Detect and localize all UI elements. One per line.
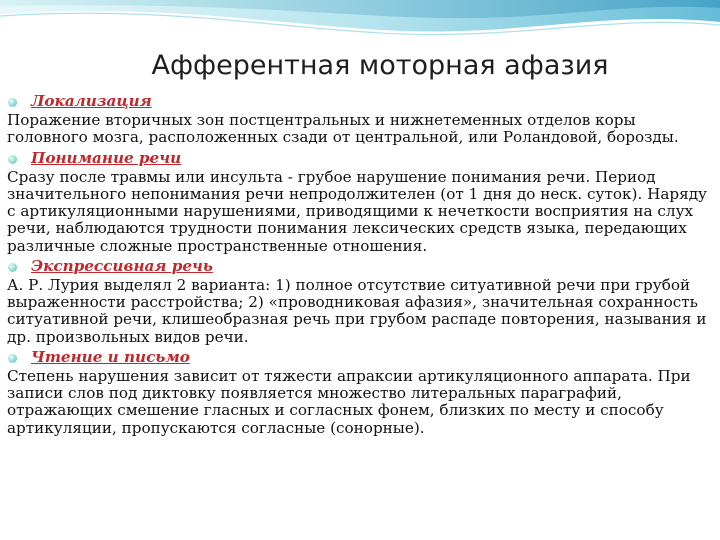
section-heading-comprehension bbox=[7, 150, 715, 167]
section-heading-label: Локализация bbox=[31, 92, 152, 110]
section-text-reading-writing: Степень нарушения зависит от тяжести апраксии артикуляционного аппарата. При записи слов под диктовку появляется множество литеральных параграфий, отражающих смешение гласных и согласных фонем, близких по месту и способу артикуляции, пропускаются согласные (сонорные). bbox=[7, 367, 691, 437]
section-text-expressive-speech: А. Р. Лурия выделял 2 варианта: 1) полное отсутствие ситуативной речи при грубой выраженности расстройства; 2) «проводниковая афазия», значительная сохранность ситуативной речи, клишеобразная речь при грубом распаде повторения, называния и др. произвольных видов речи. bbox=[7, 276, 707, 346]
section-heading-label: Чтение и письмо bbox=[31, 347, 190, 366]
slide-title: Афферентная моторная афазия bbox=[151, 50, 609, 81]
section-heading-localization bbox=[7, 93, 715, 110]
section-text-comprehension: Сразу после травмы или инсульта - грубое нарушение понимания речи. Период значительного непонимания речи непродолжителен (от 1 дня до неск. суток). Наряду с артикуляционными нарушениями, приводящими к нечеткости восприятия на слух речи, наблюдаются трудности понимания лексических средств языка, передающих различные сложные пространственные отношения. bbox=[7, 167, 707, 255]
content-body bbox=[7, 90, 715, 437]
bullet-icon bbox=[8, 98, 17, 107]
section-heading-reading-writing bbox=[7, 349, 715, 366]
section-heading-label: Экспрессивная речь bbox=[31, 256, 213, 275]
bullet-icon bbox=[8, 263, 17, 272]
section-heading-expressive-speech bbox=[7, 258, 715, 275]
bullet-icon bbox=[8, 155, 17, 164]
section-heading-label: Понимание речи bbox=[31, 148, 182, 167]
bullet-icon bbox=[8, 354, 17, 363]
section-text-localization: Поражение вторичных зон постцентральных и нижнетеменных отделов коры головного мозга, расположенных сзади от центральной, или Роландовой, борозды. bbox=[7, 111, 679, 147]
